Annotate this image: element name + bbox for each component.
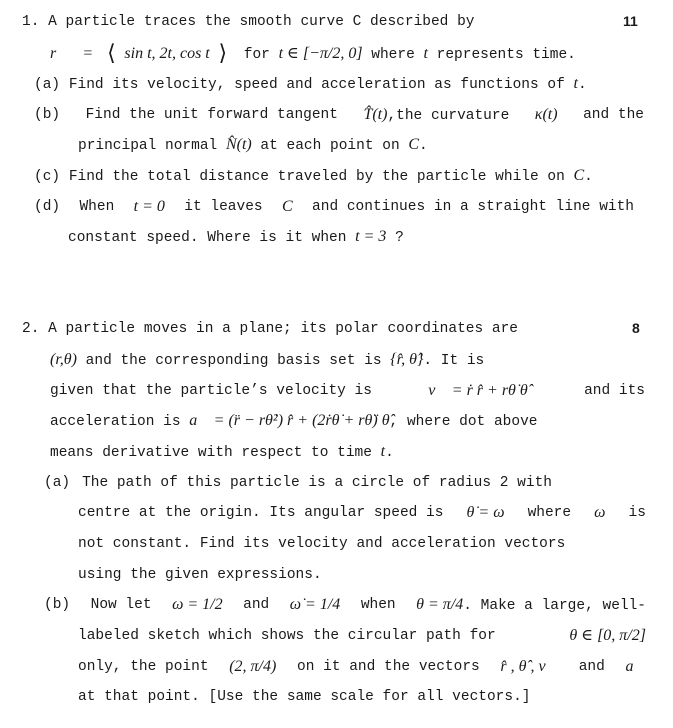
q1-part-d-line1: (d) When t = 0 it leaves C and continues in a straight line with	[34, 198, 634, 215]
q1-points: 11	[623, 13, 638, 29]
q2-points: 8	[632, 320, 640, 336]
q2-part-b-line1: (b) Now let ω = 1/2 and ω̇ = 1/4 when θ = π/4. Make a large, well-	[44, 596, 646, 614]
q2-line5: means derivative with respect to time t.	[50, 443, 394, 461]
q1-part-b-line2: principal normal N̂(t) at each point on C.	[78, 136, 428, 154]
q2-part-a-line4: using the given expressions.	[78, 567, 322, 583]
q1-line1	[22, 12, 474, 32]
q1-intro: A particle traces the smooth curve C described by	[48, 14, 475, 30]
curvature-expr: κ(t)	[534, 106, 558, 123]
q2-part-a-line3: not constant. Find its velocity and acceleration vectors	[78, 536, 566, 552]
velocity-expr: v⃗ = ṙ r̂ + rθ̇ θ̂	[428, 382, 528, 399]
q1-curve-line: r⃗ = ⟨ sin t, 2t, cos t ⟩ for t ∈ [−π/2, 0] where t represents time.	[50, 40, 576, 65]
vector-list: r̂ , θ̂ , v⃗	[500, 658, 559, 675]
q2-part-b-line4: at that point. [Use the same scale for all vectors.]	[78, 689, 531, 705]
q1-part-b-line1: (b) Find the unit forward tangent T̂(t),the curvature κ(t) and the	[34, 106, 644, 124]
q1-curve-components: sin t, 2t, cos t	[124, 45, 210, 62]
q2-part-a-line2: centre at the origin. Its angular speed is θ̇ = ω where ω is	[78, 504, 646, 521]
acceleration-expr: a⃗ = (r̈ − rθ̇²) r̂ + (2ṙθ̇ + rθ̈) θ̂	[189, 412, 390, 429]
q1-part-c: (c) Find the total distance traveled by the particle while on C.	[34, 167, 593, 185]
tangent-expr: T̂(t)	[363, 106, 388, 123]
theta-range: θ ∈ [0, π/2]	[569, 627, 646, 644]
q2-line3: given that the particle’s velocity is v⃗ = ṙ r̂ + rθ̇ θ̂ and its	[50, 382, 645, 399]
q2-number: 2.	[22, 321, 40, 337]
basis-set: {r̂, θ̂}	[390, 351, 424, 368]
q1-part-a: (a) Find its velocity, speed and acceleration as functions of t.	[34, 75, 587, 93]
q1-part-d-line2: constant speed. Where is it when t = 3 ?	[68, 228, 404, 246]
q2-line4: acceleration is a⃗ = (r̈ − rθ̇²) r̂ + (2ṙθ̇ + rθ̈) θ̂, where dot above	[50, 412, 538, 430]
q1-number: 1.	[22, 14, 40, 30]
q2-part-b-line2: labeled sketch which shows the circular path for θ ∈ [0, π/2]	[78, 627, 646, 644]
q2-part-a-line1: (a) The path of this particle is a circle of radius 2 with	[44, 475, 552, 491]
normal-expr: N̂(t)	[225, 136, 252, 153]
q2-line2: (r,θ) and the corresponding basis set is {r̂, θ̂}. It is	[50, 351, 485, 369]
q2-intro: A particle moves in a plane; its polar coordinates are	[48, 321, 518, 337]
omega-def: θ̇ = ω	[466, 504, 505, 521]
q2-part-b-line3: only, the point (2, π/4) on it and the vectors r̂ , θ̂ , v⃗ and a⃗	[78, 658, 646, 675]
q2-line1	[22, 319, 518, 339]
q1-domain: t ∈ [−π/2, 0]	[278, 45, 363, 62]
